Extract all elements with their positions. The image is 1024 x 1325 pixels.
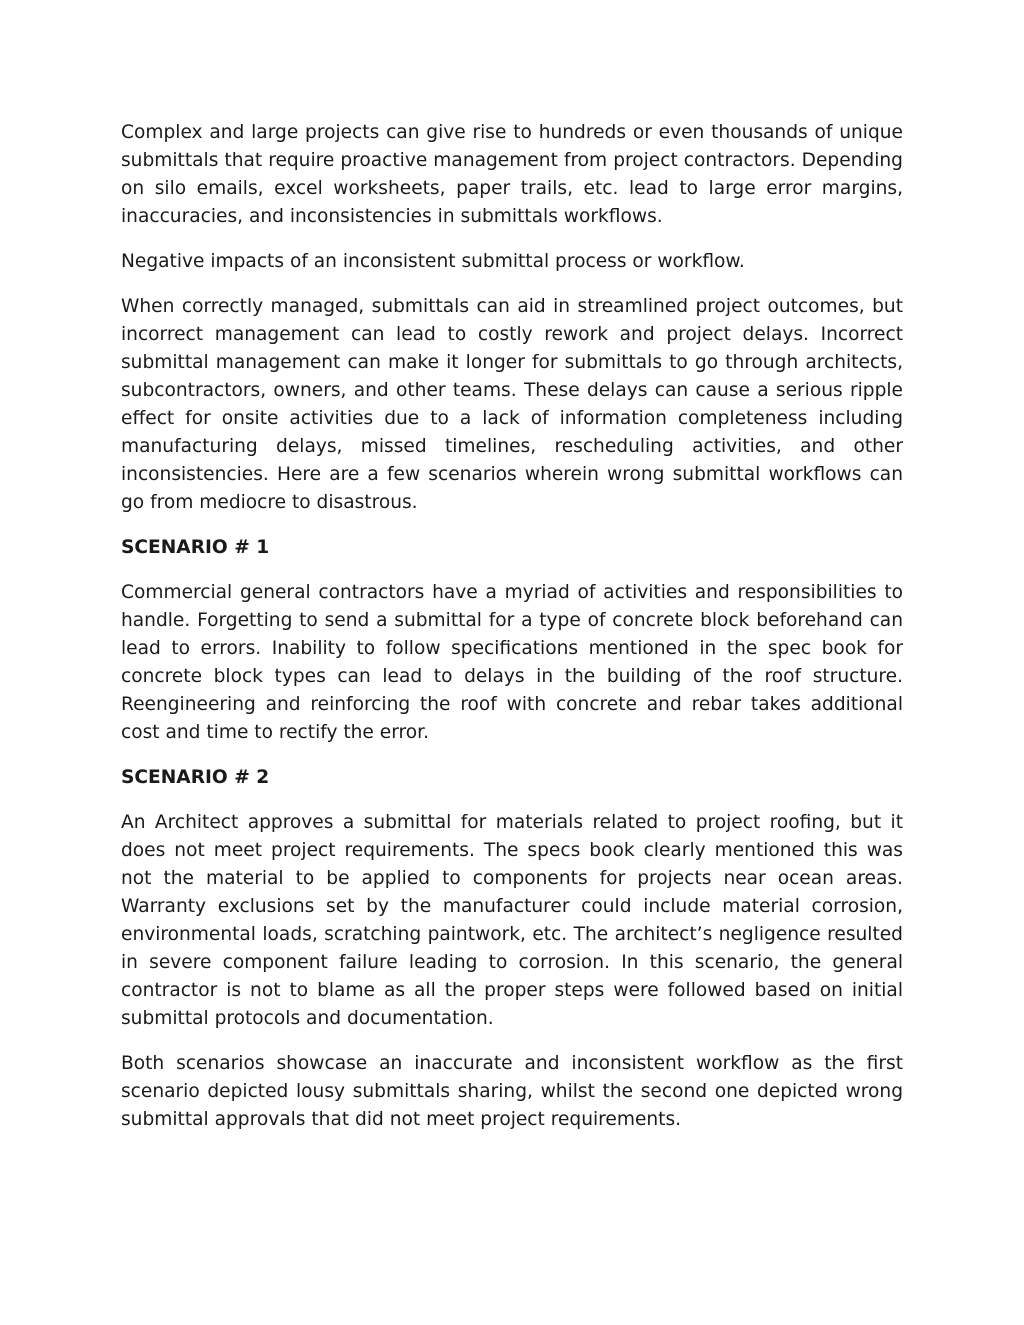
management-paragraph: When correctly managed, submittals can aid in streamlined project outcomes, but incorrect management can lead to costly rework and project delays. Incorrect submittal management can make it longer for submittals to go through architects, subcontractors, owners, and other teams. These delays can cause a serious ripple effect for onsite activities due to a lack of information completeness including manufacturing delays, missed timelines, rescheduling activities, and other inconsistencies. Here are a few scenarios wherein wrong submittal workflows can go from mediocre to disastrous. bbox=[121, 296, 903, 513]
intro-paragraph: Complex and large projects can give rise to hundreds or even thousands of unique submittals that require proactive management from project contractors. Depending on silo emails, excel worksheets, paper trails, etc. lead to large error margins, inaccuracies, and inconsistencies in submittals workflows. bbox=[121, 122, 903, 227]
negative-impacts-paragraph: Negative impacts of an inconsistent submittal process or workflow. bbox=[121, 251, 745, 272]
scenario-2-heading: SCENARIO # 2 bbox=[121, 767, 270, 788]
document-page bbox=[121, 119, 903, 1151]
scenario-1-heading: SCENARIO # 1 bbox=[121, 537, 270, 558]
scenario-2-paragraph: An Architect approves a submittal for materials related to project roofing, but it does not meet project requirements. The specs book clearly mentioned this was not the material to be applied to components for projects near ocean areas. Warranty exclusions set by the manufacturer could include material corrosion, environmental loads, scratching paintwork, etc. The architect’s negligence resulted in severe component failure leading to corrosion. In this scenario, the general contractor is not to blame as all the proper steps were followed based on initial submittal protocols and documentation. bbox=[121, 812, 903, 1029]
conclusion-paragraph: Both scenarios showcase an inaccurate and inconsistent workflow as the first scenario depicted lousy submittals sharing, whilst the second one depicted wrong submittal approvals that did not meet project requirements. bbox=[121, 1053, 903, 1130]
scenario-1-paragraph: Commercial general contractors have a myriad of activities and responsibilities to handle. Forgetting to send a submittal for a type of concrete block beforehand can lead to errors. Inability to follow specifications mentioned in the spec book for concrete block types can lead to delays in the building of the roof structure. Reengineering and reinforcing the roof with concrete and rebar takes additional cost and time to rectify the error. bbox=[121, 582, 903, 743]
